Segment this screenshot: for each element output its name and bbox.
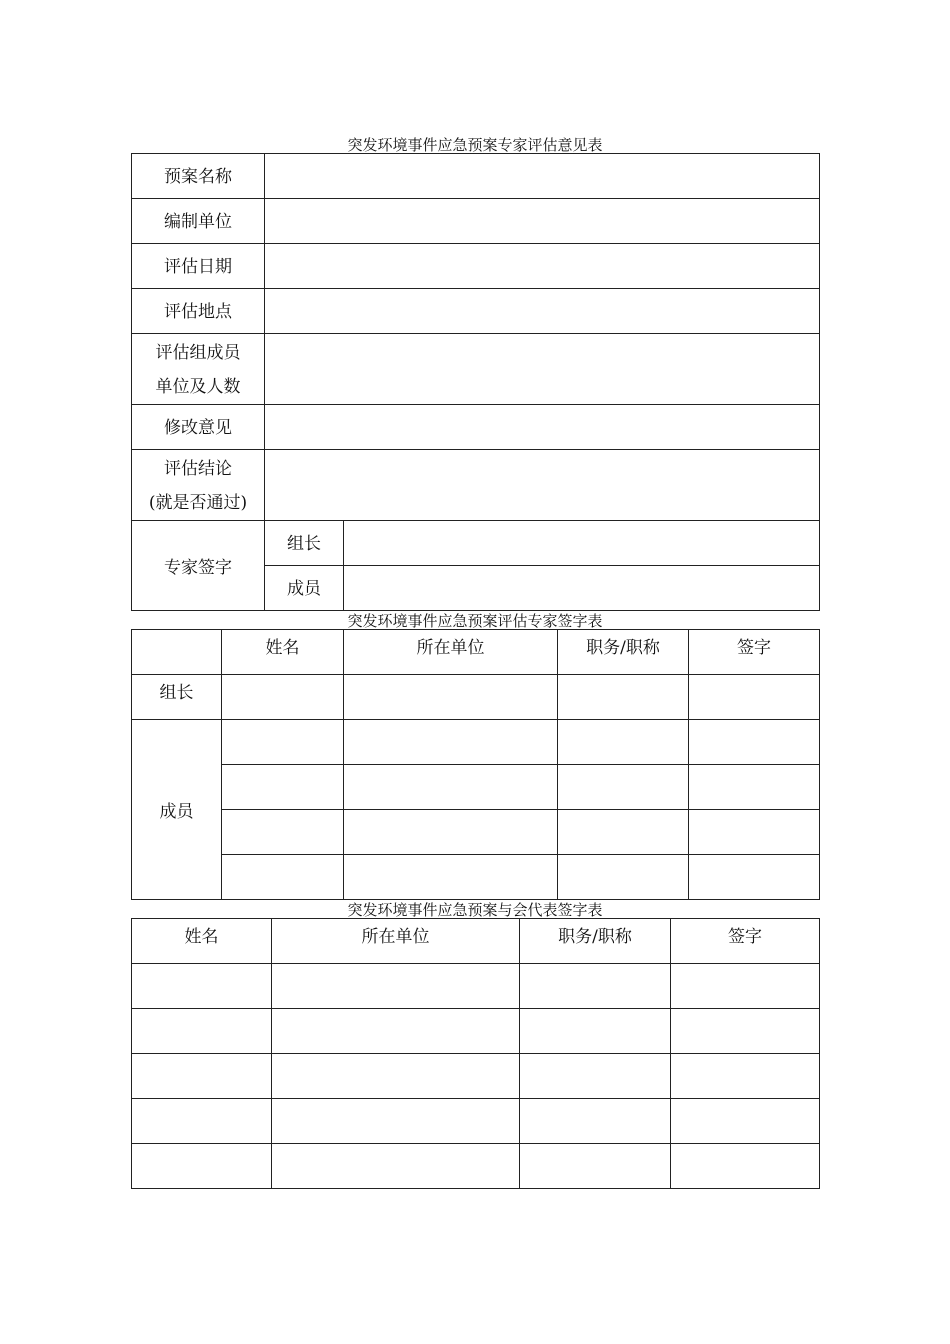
attendee-signature-table [131, 918, 820, 1189]
cell-input[interactable] [272, 964, 520, 1009]
cell-input[interactable] [689, 855, 820, 900]
label-plan-name: 预案名称 [132, 154, 265, 199]
field-leader-sign[interactable] [344, 521, 820, 566]
cell-input[interactable] [132, 1144, 272, 1189]
row-label-leader: 组长 [132, 675, 222, 720]
label-eval-place: 评估地点 [132, 289, 265, 334]
cell-input[interactable] [558, 720, 689, 765]
cell-input[interactable] [222, 855, 344, 900]
cell-input[interactable] [132, 1099, 272, 1144]
label-leader: 组长 [265, 521, 344, 566]
cell-input[interactable] [558, 675, 689, 720]
cell-input[interactable] [132, 964, 272, 1009]
cell-input[interactable] [520, 964, 671, 1009]
form1-title: 突发环境事件应急预案专家评估意见表 [347, 136, 603, 154]
cell-input[interactable] [558, 855, 689, 900]
header-unit: 所在单位 [344, 630, 558, 675]
cell-input[interactable] [344, 855, 558, 900]
cell-input[interactable] [671, 1054, 820, 1099]
form3-title: 突发环境事件应急预案与会代表签字表 [347, 901, 603, 919]
label-conclusion [132, 450, 265, 521]
header-title: 职务/职称 [558, 630, 689, 675]
cell-input[interactable] [671, 964, 820, 1009]
header-signature: 签字 [689, 630, 820, 675]
cell-input[interactable] [222, 810, 344, 855]
label-revisions: 修改意见 [132, 405, 265, 450]
label-member: 成员 [265, 566, 344, 611]
field-conclusion[interactable] [265, 450, 820, 521]
cell-input[interactable] [222, 765, 344, 810]
cell-input[interactable] [272, 1144, 520, 1189]
label-expert-sign: 专家签字 [132, 521, 265, 611]
label-compiler: 编制单位 [132, 199, 265, 244]
cell-input[interactable] [272, 1099, 520, 1144]
cell-input[interactable] [671, 1144, 820, 1189]
label-members-line2: 单位及人数 [155, 377, 241, 397]
header-signature: 签字 [671, 919, 820, 964]
cell-input[interactable] [132, 1054, 272, 1099]
cell-input[interactable] [222, 720, 344, 765]
form2-title: 突发环境事件应急预案评估专家签字表 [347, 612, 603, 630]
header-corner [132, 630, 222, 675]
field-member-sign[interactable] [344, 566, 820, 611]
field-revisions[interactable] [265, 405, 820, 450]
cell-input[interactable] [520, 1144, 671, 1189]
header-name: 姓名 [222, 630, 344, 675]
cell-input[interactable] [689, 765, 820, 810]
cell-input[interactable] [344, 675, 558, 720]
label-conclusion-line2: (就是否通过) [148, 493, 248, 513]
field-plan-name[interactable] [265, 154, 820, 199]
cell-input[interactable] [344, 720, 558, 765]
cell-input[interactable] [132, 1009, 272, 1054]
cell-input[interactable] [222, 675, 344, 720]
field-compiler[interactable] [265, 199, 820, 244]
cell-input[interactable] [671, 1099, 820, 1144]
cell-input[interactable] [344, 765, 558, 810]
field-members[interactable] [265, 334, 820, 405]
cell-input[interactable] [272, 1009, 520, 1054]
expert-evaluation-table [131, 153, 820, 611]
header-name: 姓名 [132, 919, 272, 964]
cell-input[interactable] [272, 1054, 520, 1099]
field-eval-place[interactable] [265, 289, 820, 334]
label-conclusion-line1: 评估结论 [164, 459, 232, 479]
label-eval-date: 评估日期 [132, 244, 265, 289]
cell-input[interactable] [558, 810, 689, 855]
field-eval-date[interactable] [265, 244, 820, 289]
header-unit: 所在单位 [272, 919, 520, 964]
cell-input[interactable] [344, 810, 558, 855]
cell-input[interactable] [689, 675, 820, 720]
cell-input[interactable] [520, 1054, 671, 1099]
cell-input[interactable] [671, 1009, 820, 1054]
header-title: 职务/职称 [520, 919, 671, 964]
row-label-member: 成员 [132, 720, 222, 900]
cell-input[interactable] [520, 1009, 671, 1054]
cell-input[interactable] [558, 765, 689, 810]
expert-signature-table [131, 629, 820, 900]
label-members [132, 334, 265, 405]
cell-input[interactable] [520, 1099, 671, 1144]
label-members-line1: 评估组成员 [155, 343, 241, 363]
cell-input[interactable] [689, 810, 820, 855]
cell-input[interactable] [689, 720, 820, 765]
